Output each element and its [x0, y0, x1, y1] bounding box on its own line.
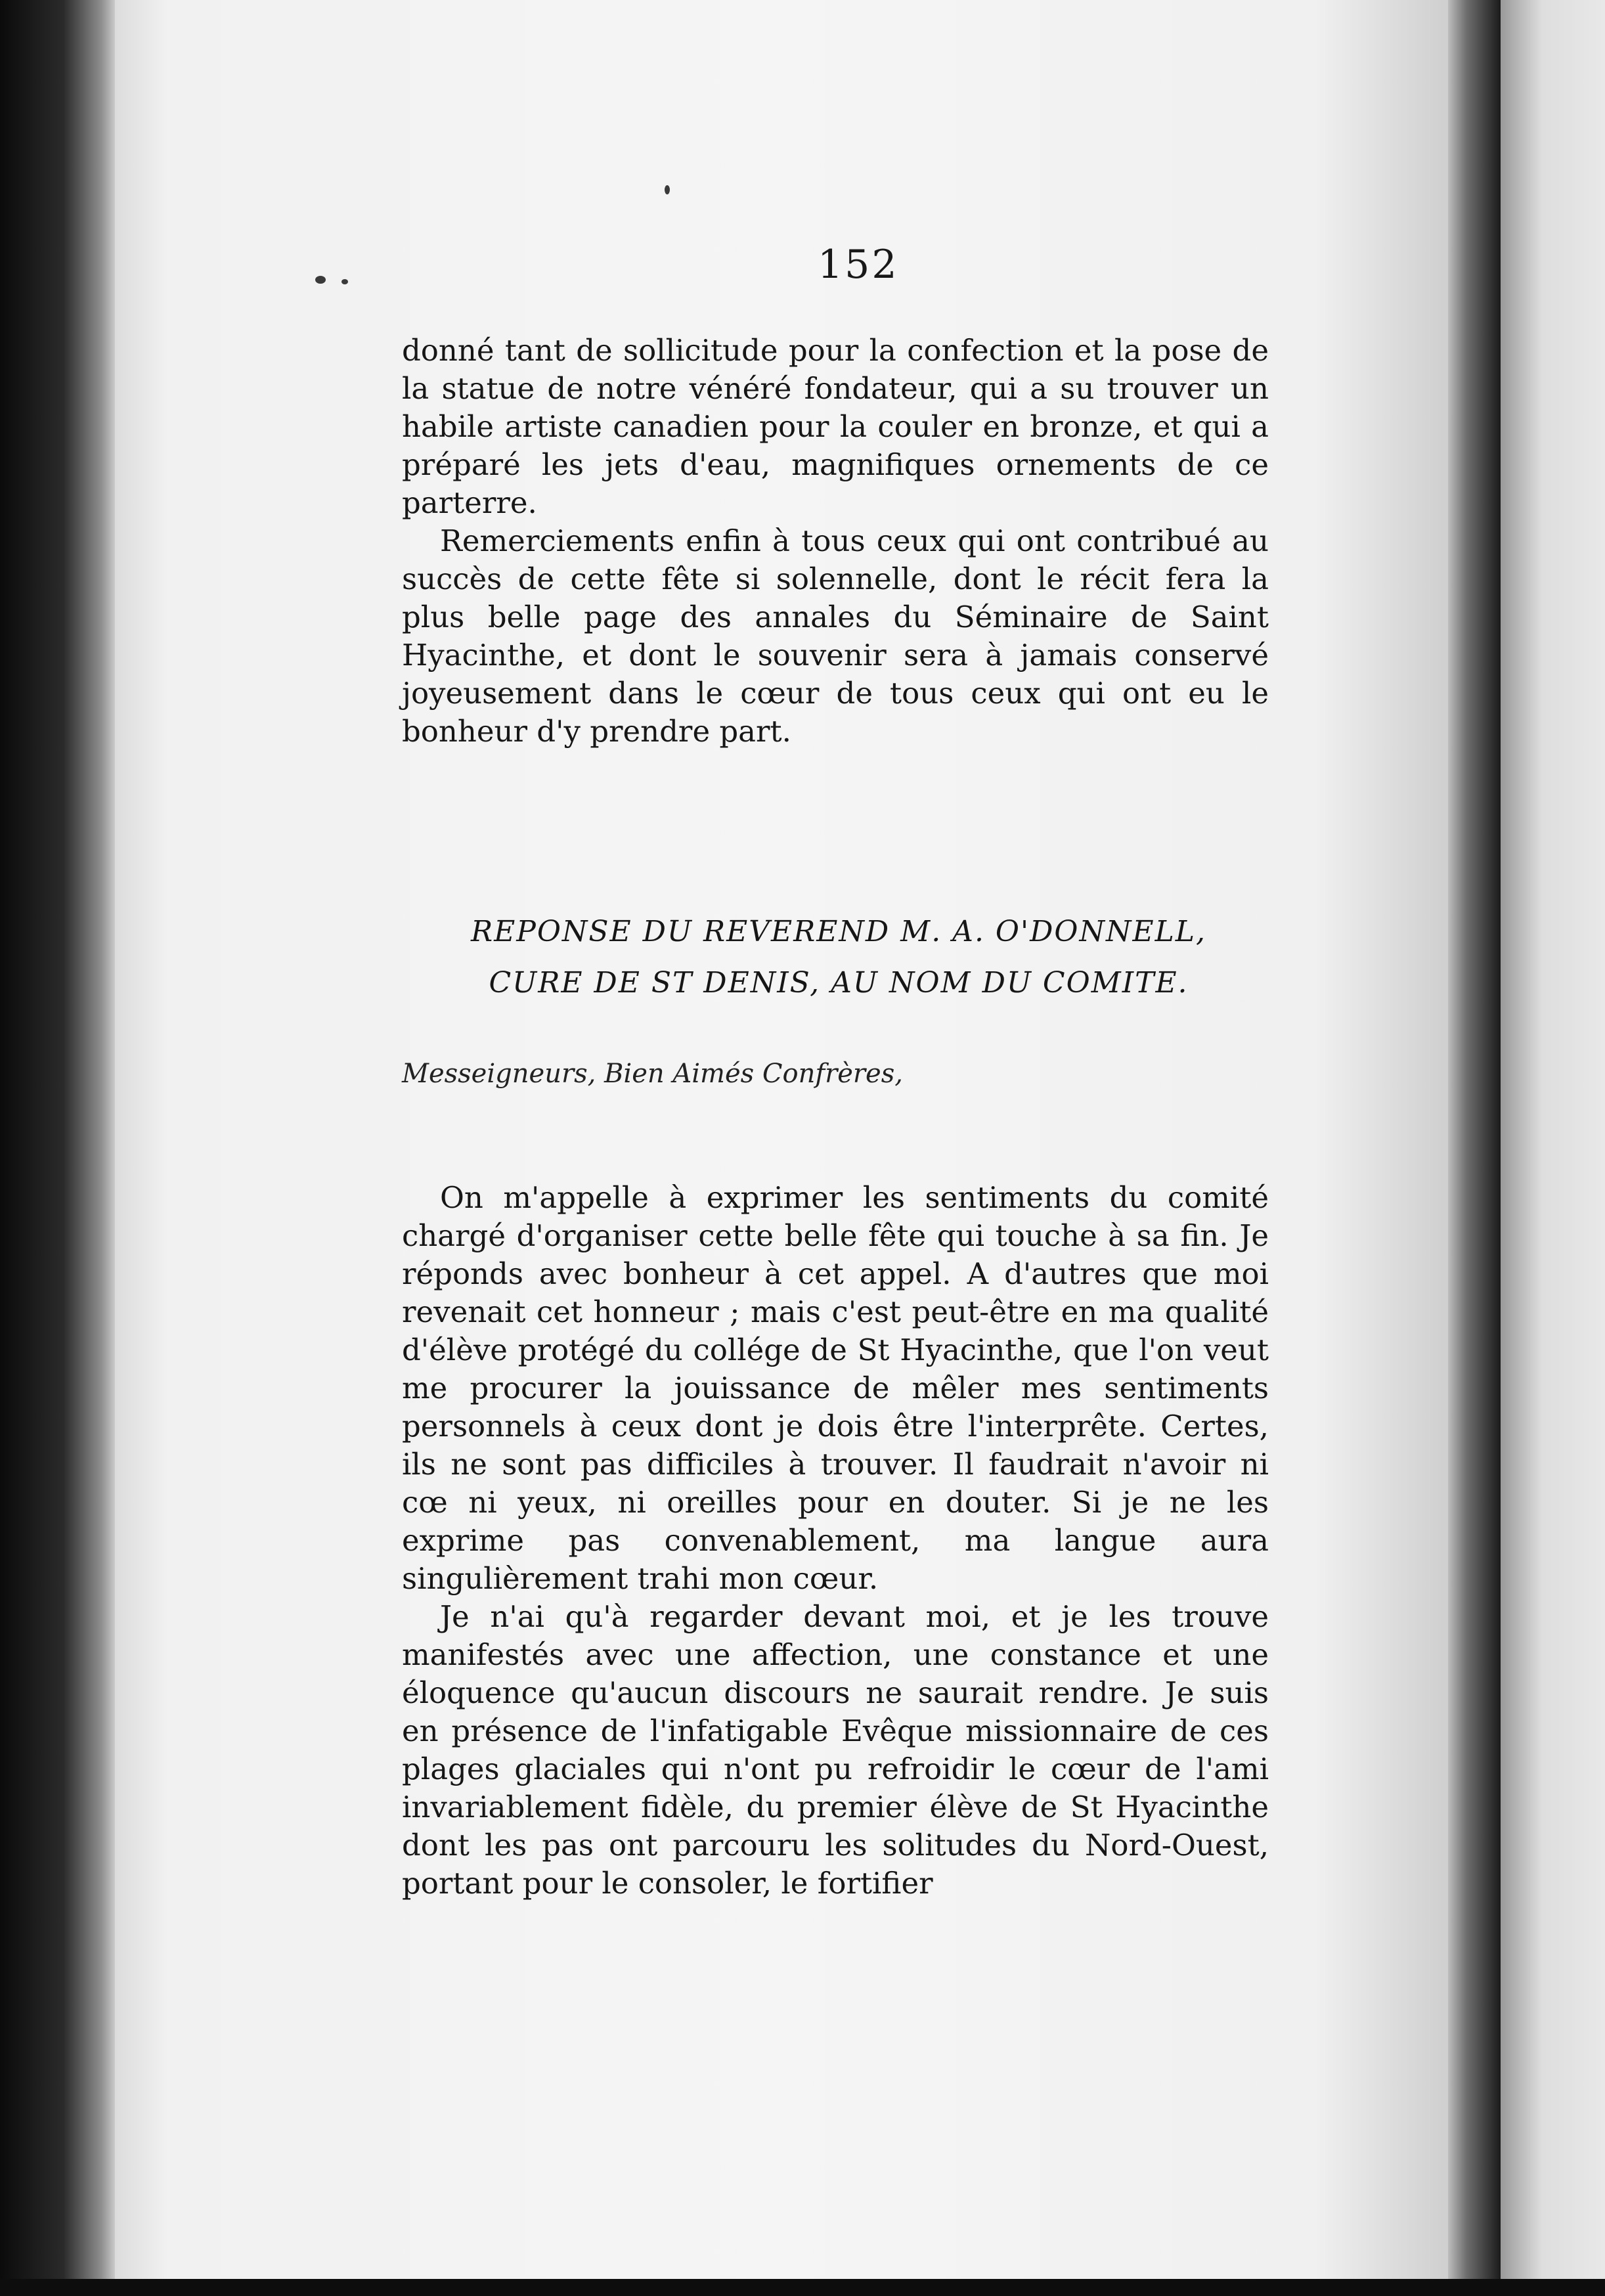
- section-heading-line-2: CURE DE ST DENIS, AU NOM DU COMITE.: [489, 966, 1189, 1000]
- page-number: 152: [818, 242, 899, 288]
- continuation-text: [402, 332, 1269, 751]
- gutter-shadow: [1448, 0, 1501, 2296]
- bottom-scan-edge: [0, 2279, 1605, 2296]
- reply-paragraph: Je n'ai qu'à regarder devant moi, et je les trouve manifestés avec une affection, une constance et une éloquence qu'aucun discours ne saurait rendre. Je suis en présence de l'infatigable Evêque missionnaire de ces plages glaciales qui n'ont pu refroidir le cœur de l'ami invariablement fidèle, du premier élève de St Hyacinthe dont les pas ont parcouru les solitudes du Nord-Ouest, portant pour le consoler, le fortifier: [402, 1599, 1269, 1901]
- salutation: Messeigneurs, Bien Aimés Confrères,: [402, 1059, 903, 1089]
- ink-speck: [341, 279, 348, 284]
- ink-speck: [665, 185, 670, 194]
- reply-paragraph: On m'appelle à exprimer les sentiments du comité chargé d'organiser cette belle fête qui touche à sa fin. Je réponds avec bonheur à cet appel. A d'autres que moi revenait cet honneur ; mais c'est peut-être en ma qualité d'élève protégé du collége de St Hyacinthe, que l'on veut me procurer la jouissance de mêler mes sentiments personnels à ceux dont je dois être l'interprête. Certes, ils ne sont pas difficiles à trouver. Il faudrait n'avoir ni cœ ni yeux, ni oreilles pour en douter. Si je ne les exprime pas convenablement, ma langue aura singulièrement trahi mon cœur.: [402, 1180, 1269, 1596]
- reply-text: [402, 1179, 1269, 1903]
- ink-speck: [315, 276, 326, 284]
- left-binding-edge: [0, 0, 115, 2296]
- continuation-paragraph: Remerciements enfin à tous ceux qui ont contribué au succès de cette fête si solennelle, dont le récit fera la plus belle page des annales du Séminaire de Saint Hyacinthe, et dont le souvenir sera à jamais conservé joyeusement dans le cœur de tous ceux qui ont eu le bonheur d'y prendre part.: [402, 523, 1269, 749]
- section-heading-line-1: REPONSE DU REVEREND M. A. O'DONNELL,: [470, 915, 1206, 948]
- facing-page-edge: [1501, 0, 1605, 2296]
- continuation-paragraph: donné tant de sollicitude pour la confection et la pose de la statue de notre vénéré fondateur, qui a su trouver un habile artiste canadien pour la couler en bronze, et qui a préparé les jets d'eau, magnifiques ornements de ce parterre.: [402, 333, 1269, 520]
